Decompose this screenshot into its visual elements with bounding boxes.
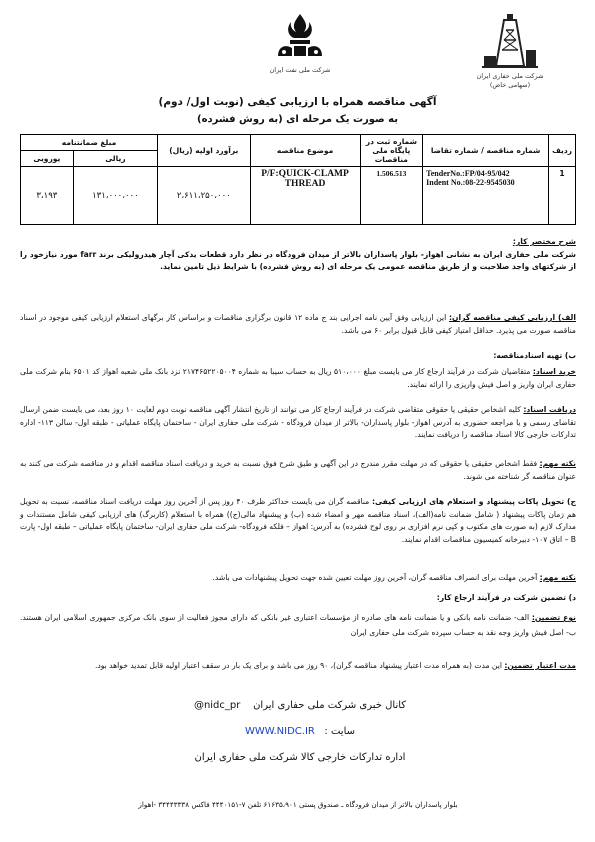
section-c-heading: ج) تحویل پاکات پیشنهاد و استعلام های ارزیابی کیفی: <box>371 497 576 506</box>
nioc-caption: شرکت ملی نفت ایران <box>269 66 331 74</box>
nidc-caption-1: شرکت ملی حفاری ایران <box>476 72 544 80</box>
summary-text: شرکت ملی حفاری ایران به نشانی اهواز- بلوار پاسداران بالاتر از میدان فرودگاه در نظر دارد قطعات یدکی آچار هیدرولیکی برند farr مورد نیازخود را از شرکتهای واجد صلاحیت و از طریق مناقصه عمومی یک مرحله ای (به روش فشرده) با شرایط ذیل تامین نماید. <box>20 249 576 271</box>
channel-label: کانال خبری شرکت ملی حفاری ایران <box>253 700 407 711</box>
guarantee-type-heading: نوع تضمین: <box>531 613 576 622</box>
section-c-text: مناقصه گران می بایست حداکثر ظرف ۴۰ روز پس از آخرین روز مهلت دریافت اسناد مناقصه، نسبت به تحویل هم زمان پاکات پیشنهاد ( شامل ضمانت نامه(الف)، اسناد مناقصه مهر و امضاء شده (ب) و پیشنهاد مالی(ج)) همراه با استعلام (کاربرگ) های ارزیابی کیفی شامل مستندات و مدارک لازم (به صورت های مکتوب و کپی نرم افزاری بر روی لوح فشرده) به آدرس: اهواز – فلکه فرودگاه- شرکت ملی حفاری ایران- ساختمان پایگاه عملیاتی – طبقه اول- پارت B – اتاق ۱۰۷- دبیرخانه کمیسیون مناقصات اقدام نمایند. <box>20 497 576 544</box>
col-rial-header: ریالی <box>73 151 157 167</box>
nidc-caption-2: (سهامی خاص) <box>489 81 531 89</box>
site-line <box>60 726 540 737</box>
flame-emblem-icon <box>272 12 328 60</box>
section-b-heading <box>20 350 576 363</box>
table-row <box>21 167 576 225</box>
section-a <box>20 312 576 337</box>
site-link[interactable]: WWW.NIDC.IR <box>244 726 315 737</box>
section-c <box>20 496 576 546</box>
note-2-heading: نکته مهم: <box>539 573 576 582</box>
note-1 <box>20 458 576 483</box>
note-2 <box>20 572 576 585</box>
buy-docs-heading: خرید اسناد: <box>532 367 576 376</box>
col-euro-header: یورویی <box>21 151 74 167</box>
cell-estimate: ۲،۶۱۱،۲۵۰،۰۰۰ <box>158 167 250 225</box>
note-2-text: آخرین مهلت برای انصراف مناقصه گران، آخرین روز مهلت تعیین شده جهت تحویل پیشنهادات می باشد. <box>212 573 538 582</box>
nioc-logo <box>272 12 328 60</box>
tender-table <box>20 134 576 225</box>
page-subtitle: به صورت یک مرحله ای (به روش فشرده) <box>197 114 398 125</box>
guarantee-validity-text: این مدت (به همراه مدت اعتبار پیشنهاد مناقصه گران)، ۹۰ روز می باشد و برای یک بار در سقف اعتبار اولیه قابل تمدید خواهد بود. <box>94 661 502 670</box>
drilling-rig-icon <box>480 10 540 70</box>
col-reg-no-header: شماره ثبت در پایگاه ملی مناقصات <box>360 135 423 167</box>
section-a-heading: الف) ارزیابی کیفی مناقصه گران: <box>448 313 576 322</box>
address-line: بلوار پاسداران بالاتر از میدان فرودگاه ـ صندوق پستی ۶۱۶۳۵،۹۰۱ تلفن ۷-۴۴۴۰۱۵۱ فاکس ۳۴۴۴۳۳۳۸ -اهواز <box>138 800 458 809</box>
guarantee-type-text: الف- ضمانت نامه بانکی و یا ضمانت نامه های صادره از مؤسسات اعتباری غیر بانکی که دارای مجوز فعالیت از سوی بانک مرکزی جمهوری اسلامی ایران هستند. ب- اصل فیش واریز وجه نقد به حساب سپرده شرکت ملی حفاری ایران <box>20 613 576 637</box>
guarantee-type <box>20 610 576 640</box>
get-docs <box>20 404 576 442</box>
col-subject-header: موضوع مناقصه <box>250 135 360 167</box>
guarantee-validity <box>20 658 576 673</box>
cell-index: 1 <box>549 167 576 225</box>
cell-subject: P/F:QUICK-CLAMP THREAD <box>250 167 360 225</box>
section-b-title: ب) تهیه اسنادمناقصه: <box>493 351 576 360</box>
buy-docs <box>20 366 576 391</box>
buy-docs-text: متقاضیان شرکت در فرآیند ارجاع کار می بایست مبلغ ۵۱۰،۰۰۰ ریال به حساب سیبا به شماره ۲۱۷۴۶۵۲۲۰۵۰۰۴ نزد بانک ملی شعبه اهواز کد ۶۵۰۱ بنام شرکت ملی حفاری ایران واریز و اصل فیش واریزی را ارائه نمایند. <box>20 367 576 389</box>
section-d-heading: د) تضمین شرکت در فرآیند ارجاع کار: <box>436 593 576 602</box>
col-estimate-header: برآورد اولیه (ریال) <box>158 135 250 167</box>
col-tender-no-header: شماره مناقصه / شماره تقاضا <box>423 135 549 167</box>
channel-line <box>60 700 540 711</box>
tender-number: TenderNo.:FP/04-95/042 <box>426 169 510 178</box>
page-title: آگهی مناقصه همراه با ارزیابی کیفی (نوبت اول/ دوم) <box>158 96 437 108</box>
col-row-header: ردیف <box>549 135 576 167</box>
summary-heading: شرح مختصر کار: <box>512 237 576 246</box>
indent-number: Indent No.:08-22-9545030 <box>426 178 515 187</box>
col-guarantee-header: مبلغ ضمانتنامه <box>21 135 158 151</box>
get-docs-heading: دریافت اسناد: <box>523 405 576 414</box>
nidc-logo <box>480 10 540 70</box>
cell-euro: ۳،۱۹۳ <box>21 167 74 225</box>
summary-section <box>20 236 576 274</box>
guarantee-validity-heading: مدت اعتبار تضمین: <box>504 661 576 670</box>
note-1-heading: نکته مهم: <box>539 459 576 468</box>
note-1-text: فقط اشخاص حقیقی یا حقوقی که در مهلت مقرر مندرج در این آگهی و طبق شرح فوق نسبت به خرید و دریافت اسناد مناقصه اقدام و در مناقصه شرکت می کنند به عنوان مناقصه گر شناخته می شوند. <box>20 459 576 481</box>
cell-reg-no: 1.506.513 <box>360 167 423 225</box>
cell-rial: ۱۳۱،۰۰۰،۰۰۰ <box>73 167 157 225</box>
get-docs-text: کلیه اشخاص حقیقی یا حقوقی متقاضی شرکت در فرآیند ارجاع کار می توانند از تاریخ انتشار آگهی مناقصه نوبت دوم لغایت ۱۰ روز بعد، می بایست ضمن ارسال تقاضای رسمی و یا مراجعه حضوری به آدرس اهواز- بلوار پاسداران- بالاتر از میدان فرودگاه - شرکت ملی حفاری ایران - ساختمان پایگاه عملیاتی - طبقه اول- سالن ۱۱۳- اداره تدارکات خارجی کالا اسناد مناقصه را دریافت نمایند. <box>20 405 576 439</box>
channel-id[interactable]: @nidc_pr <box>193 700 241 711</box>
section-d <box>20 592 576 605</box>
dept-line: اداره تدارکات خارجی کالا شرکت ملی حفاری ایران <box>194 752 406 763</box>
cell-tender-no <box>423 167 549 225</box>
site-label: سایت : <box>324 726 355 737</box>
section-a-text: این ارزیابی وفق آیین نامه اجرایی بند ج ماده ۱۲ قانون برگزاری مناقصات و براساس کار برگهای استعلام ارزیابی کیفی موجود در اسناد مناقصه صورت می پذیرد. حداقل امتیاز کیفی قابل قبول برابر ۶۰ می باشد. <box>20 313 576 335</box>
